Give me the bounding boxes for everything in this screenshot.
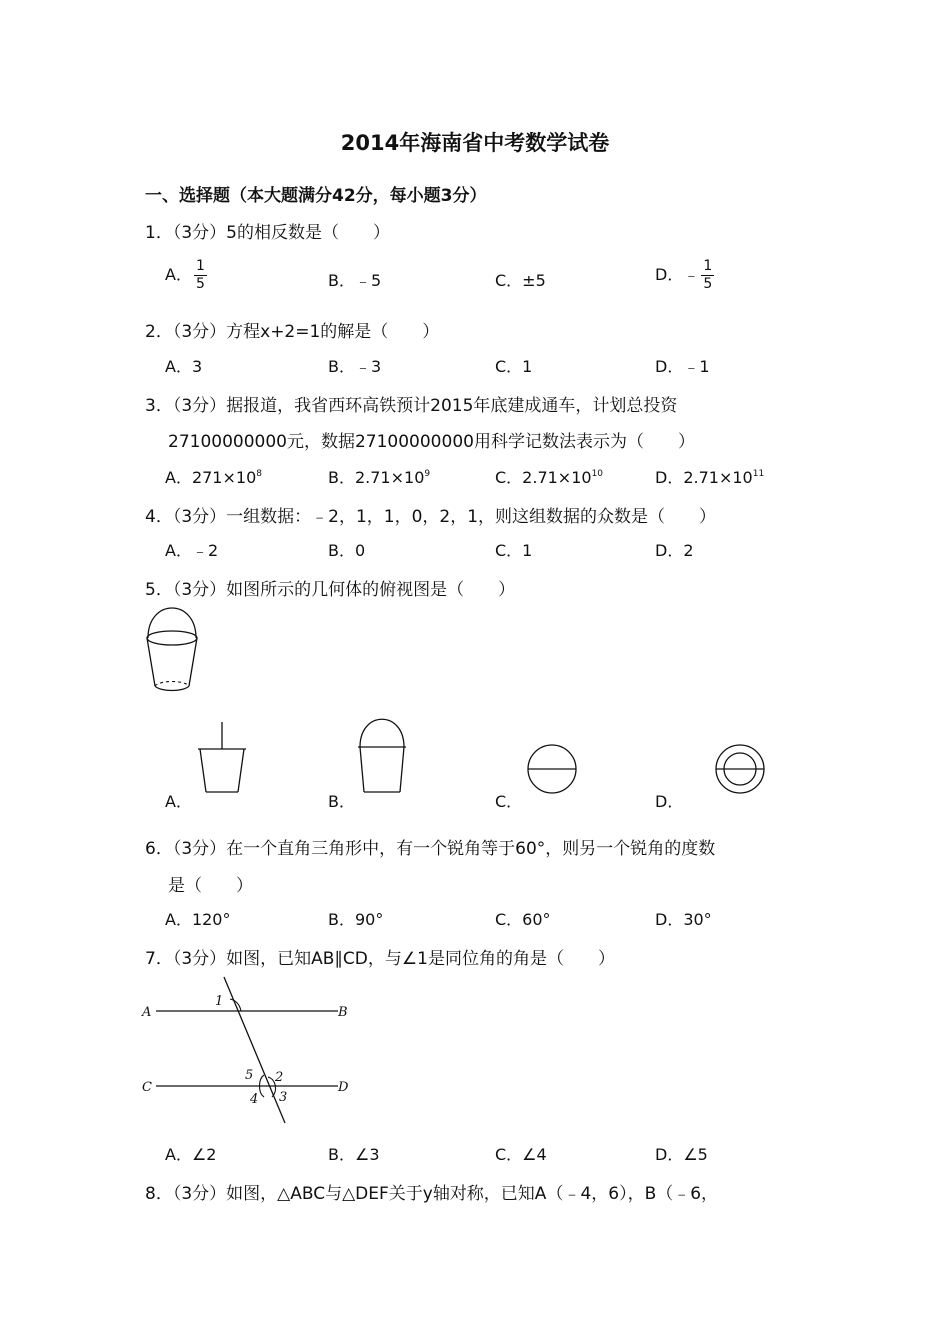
- fig-angle-5: 5: [245, 1068, 254, 1083]
- fig-angle-1: 1: [215, 994, 224, 1009]
- q4-option-b: B．0: [328, 541, 366, 560]
- question-6-stem-line2: 是（ ）: [168, 876, 253, 896]
- q1-option-c: C．±5: [495, 271, 546, 290]
- q5-option-c-figure: [526, 743, 578, 795]
- section-heading: 一、选择题（本大题满分42分，每小题3分）: [145, 186, 487, 206]
- question-6-stem-line1: 6．（3分）在一个直角三角形中，有一个锐角等于60°，则另一个锐角的度数: [145, 839, 716, 859]
- question-3-stem-line2: 27100000000元，数据27100000000用科学记数法表示为（ ）: [168, 432, 695, 452]
- q7-option-c: C．∠4: [495, 1145, 547, 1164]
- fig-label-D: D: [338, 1080, 349, 1095]
- q5-option-b-figure: [356, 718, 408, 796]
- q2-option-a: A．3: [165, 357, 203, 376]
- fig-label-B: B: [338, 1005, 348, 1020]
- q5-option-d-figure: [714, 743, 766, 795]
- q2-option-c: C．1: [495, 357, 533, 376]
- q1-option-d: D．﹣ $\frac{1}{5}$: [655, 258, 713, 292]
- q3-option-a: A．$271\times 10^8$: [165, 468, 262, 487]
- question-1-stem: 1．（3分）5的相反数是（ ）: [145, 223, 390, 243]
- question-5-stem: 5．（3分）如图所示的几何体的俯视图是（ ）: [145, 580, 516, 600]
- q2-option-b: B．﹣3: [328, 357, 382, 376]
- fig-label-C: C: [142, 1080, 152, 1095]
- fraction: $\frac{1}{5}$: [703, 258, 713, 292]
- q5-option-b: B．: [328, 792, 355, 811]
- fig-label-A: A: [142, 1005, 152, 1020]
- fig-angle-3: 3: [279, 1090, 288, 1105]
- question-8-stem: 8．（3分）如图，△ABC与△DEF关于y轴对称，已知A（﹣4，6），B（﹣6，: [145, 1184, 719, 1204]
- q7-option-d: D．∠5: [655, 1145, 708, 1164]
- q6-option-a: A．120°: [165, 910, 231, 929]
- q5-option-d: D．: [655, 792, 684, 811]
- bucket-solid-figure: [140, 606, 204, 698]
- q7-option-b: B．∠3: [328, 1145, 380, 1164]
- q3-option-c: C．$2.71\times 10^{10}$: [495, 468, 604, 487]
- q1-option-a: A． $\frac{1}{5}$: [165, 258, 205, 292]
- q4-option-a: A．﹣2: [165, 541, 219, 560]
- question-3-stem-line1: 3．（3分）据报道，我省西环高铁预计2015年底建成通车，计划总投资: [145, 396, 678, 416]
- question-7-stem: 7．（3分）如图，已知AB∥CD，与∠1是同位角的角是（ ）: [145, 949, 615, 969]
- q2-option-d: D．﹣1: [655, 357, 710, 376]
- q5-option-a: A．: [165, 792, 192, 811]
- q3-option-d: D．$2.71\times 10^{11}$: [655, 468, 765, 487]
- q6-option-c: C．60°: [495, 910, 551, 929]
- question-4-stem: 4．（3分）一组数据：﹣2，1，1，0，2，1，则这组数据的众数是（ ）: [145, 507, 717, 527]
- q4-option-c: C．1: [495, 541, 533, 560]
- q6-option-d: D．30°: [655, 910, 712, 929]
- fig-angle-2: 2: [275, 1070, 284, 1085]
- parallel-lines-figure: [140, 975, 360, 1130]
- q1-option-b: B．﹣5: [328, 271, 382, 290]
- fraction: $\frac{1}{5}$: [195, 258, 205, 292]
- q6-option-b: B．90°: [328, 910, 384, 929]
- fig-angle-4: 4: [250, 1092, 259, 1107]
- q3-option-b: B．$2.71\times 10^9$: [328, 468, 431, 487]
- q4-option-d: D．2: [655, 541, 694, 560]
- q5-option-c: C．: [495, 792, 523, 811]
- page-title: 2014年海南省中考数学试卷: [340, 131, 610, 155]
- q5-option-a-figure: [196, 720, 248, 796]
- q7-option-a: A．∠2: [165, 1145, 217, 1164]
- question-2-stem: 2．（3分）方程x+2=1的解是（ ）: [145, 322, 440, 342]
